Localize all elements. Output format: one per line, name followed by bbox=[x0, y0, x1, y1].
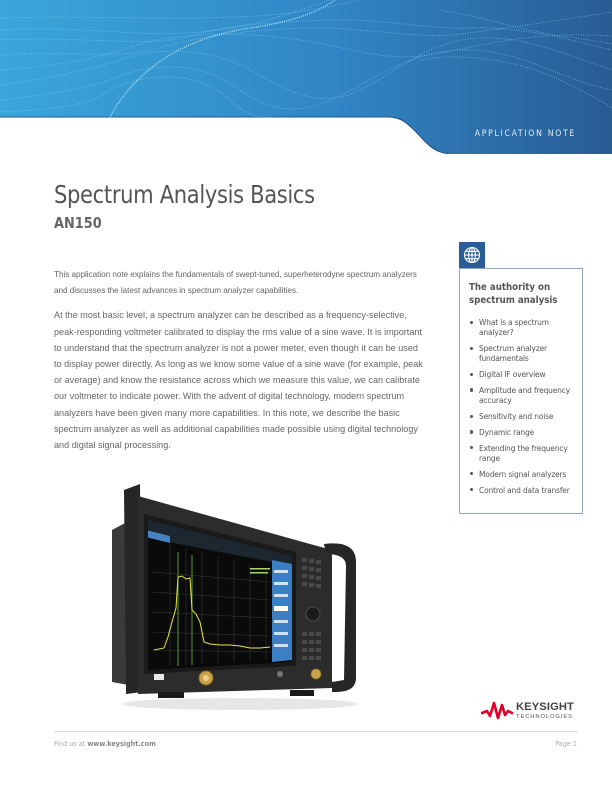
topic-item: What is a spectrum analyzer? bbox=[469, 317, 574, 338]
topic-item: Spectrum analyzer fundamentals bbox=[469, 343, 574, 364]
page-title: Spectrum Analysis Basics bbox=[54, 180, 315, 209]
globe-icon bbox=[459, 242, 485, 268]
topic-item: Dynamic range bbox=[469, 427, 574, 437]
signal-analyzer-image bbox=[110, 482, 360, 714]
topic-item: Amplitude and frequency accuracy bbox=[469, 385, 574, 406]
website-link[interactable]: www.keysight.com bbox=[87, 739, 156, 748]
topic-item: Extending the frequency range bbox=[469, 443, 574, 464]
body-paragraph: At the most basic level, a spectrum analyzer can be described as a frequency-selective, peak-responding voltmeter calibrated to display the rms value of a sine wave. It is important to understand that the spectrum analyzer is not a power meter, even though it can be used to display power directly. As long as we know some value of a sine wave (for example, peak or average) and know the resistance across which we measure this value, we can calibrate our voltmeter to indicate power. With the advent of digital technology, modern spectrum analyzers have been given many more capabilities. In this note, we describe the basic spectrum analyzer as well as additional capabilities made possible using digital technology and digital signal processing. bbox=[54, 310, 423, 451]
footer-website bbox=[54, 739, 156, 748]
header-banner bbox=[0, 0, 612, 154]
document-type-label: APPLICATION NOTE bbox=[474, 129, 576, 139]
contents-sidebar bbox=[459, 268, 583, 514]
topic-item: Sensitivity and noise bbox=[469, 411, 574, 421]
intro-text bbox=[54, 267, 426, 461]
logo-tagline: TECHNOLOGIES bbox=[516, 714, 573, 720]
sidebar-heading: The authority on spectrum analysis bbox=[469, 282, 558, 306]
logo-wordmark: KEYSIGHT bbox=[516, 701, 574, 713]
keysight-logo bbox=[481, 697, 581, 725]
topic-item: Digital IF overview bbox=[469, 369, 574, 379]
document-number: AN150 bbox=[54, 214, 102, 232]
page-number: Page 1 bbox=[555, 739, 577, 748]
intro-paragraph: This application note explains the fundamentals of swept-tuned, superheterodyne spectrum analyzers and discusses the latest advances in spectrum analyzer capabilities. bbox=[54, 270, 417, 296]
topic-item: Control and data transfer bbox=[469, 485, 574, 495]
footer-prefix: Find us at bbox=[54, 739, 88, 748]
topic-item: Modern signal analyzers bbox=[469, 469, 574, 479]
footer-divider bbox=[54, 731, 578, 732]
keysight-wave-icon bbox=[481, 699, 513, 723]
topic-list bbox=[469, 317, 574, 495]
